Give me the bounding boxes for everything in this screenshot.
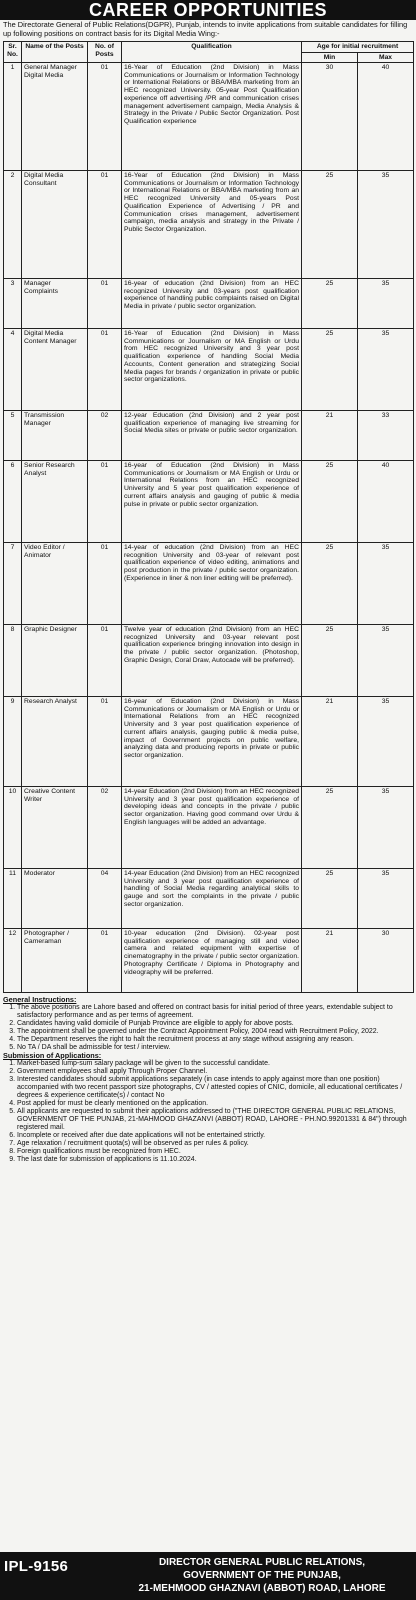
row-qualification: Twelve year of education (2nd Division) from an HEC recognized University and 03-year relevant post qualification experience bringing innovation into design in the private / public sector organization. (Photoshop, Graphic Design, Coral Draw, Autocade will be preferred). — [122, 625, 302, 697]
list-item: 3. Interested candidates should submit applications separately (in case intends to apply against more than one position) accompanied with two recent passport size photographs, CV / attested copies of CNIC, domicile, all educational certificates / degrees & experience certificate(s) / contact No — [17, 1076, 413, 1100]
row-qualification: 16-year of Education (2nd Division) in Mass Communications or Journalism or MA English or Urdu or International Relations from an HEC recognized University and 5 year post qualification experience of current affairs analysis and gauging of public & media pulse in private or public sector organization. — [122, 461, 302, 543]
row-post-count: 01 — [88, 625, 122, 697]
row-age-max: 40 — [358, 63, 414, 171]
row-sr: 6 — [4, 461, 22, 543]
table-row — [4, 869, 414, 929]
row-sr: 5 — [4, 411, 22, 461]
row-post-name: Transmission Manager — [22, 411, 88, 461]
header-qualification: Qualification — [122, 42, 302, 63]
list-item: 1. Market-based lump-sum salary package will be given to the successful candidate. — [17, 1060, 413, 1068]
row-post-count: 01 — [88, 329, 122, 411]
table-header-row — [4, 42, 414, 53]
row-sr: 9 — [4, 697, 22, 787]
table-row — [4, 279, 414, 329]
row-age-min: 25 — [302, 461, 358, 543]
table-row — [4, 461, 414, 543]
row-sr: 1 — [4, 63, 22, 171]
row-age-min: 25 — [302, 279, 358, 329]
row-post-count: 01 — [88, 279, 122, 329]
row-age-max: 33 — [358, 411, 414, 461]
row-sr: 8 — [4, 625, 22, 697]
footer-line-1: DIRECTOR GENERAL PUBLIC RELATIONS, — [158, 1557, 366, 1568]
header-max: Max — [358, 52, 414, 63]
row-age-min: 25 — [302, 787, 358, 869]
row-sr: 7 — [4, 543, 22, 625]
row-age-min: 25 — [302, 171, 358, 279]
list-item: 9. The last date for submission of applications is 11.10.2024. — [17, 1156, 413, 1164]
row-sr: 12 — [4, 929, 22, 993]
submission-list — [3, 1060, 413, 1164]
row-sr: 4 — [4, 329, 22, 411]
row-age-max: 35 — [358, 171, 414, 279]
row-age-max: 35 — [358, 625, 414, 697]
table-row — [4, 787, 414, 869]
list-item: 1. The above positions are Lahore based and offered on contract basis for initial period of three years, extendable subject to satisfactory performance and as per terms of agreement. — [17, 1004, 413, 1020]
row-post-count: 01 — [88, 929, 122, 993]
row-post-name: Senior Research Analyst — [22, 461, 88, 543]
row-post-name: Graphic Designer — [22, 625, 88, 697]
table-row — [4, 929, 414, 993]
row-qualification: 14-year of education (2nd Division) from an HEC recognition University and 03-year of relevant post qualification experience of video editing, animations and post production in the private / public sector organization. (Experience in liner & non liner editing will be preferred). — [122, 543, 302, 625]
ipl-number: IPL-9156 — [4, 1558, 69, 1575]
row-age-max: 40 — [358, 461, 414, 543]
row-age-max: 35 — [358, 543, 414, 625]
row-sr: 10 — [4, 787, 22, 869]
header-name: Name of the Posts — [22, 42, 88, 63]
row-age-max: 35 — [358, 787, 414, 869]
row-age-max: 35 — [358, 329, 414, 411]
row-age-max: 35 — [358, 279, 414, 329]
footer-line-3: 21-MEHMOOD GHAZNAVI (ABBOT) ROAD, LAHORE — [138, 1583, 386, 1594]
table-row — [4, 697, 414, 787]
header-posts: No. of Posts — [88, 42, 122, 63]
row-sr: 2 — [4, 171, 22, 279]
list-item: 2. Candidates having valid domicile of Punjab Province are eligible to apply for above posts. — [17, 1020, 413, 1028]
row-age-min: 30 — [302, 63, 358, 171]
row-post-count: 01 — [88, 697, 122, 787]
row-post-count: 01 — [88, 543, 122, 625]
row-post-name: Creative Content Writer — [22, 787, 88, 869]
row-post-name: Moderator — [22, 869, 88, 929]
list-item: 4. Post applied for must be clearly mentioned on the application. — [17, 1100, 413, 1108]
row-qualification: 14-year Education (2nd Division) from an HEC recognized University and 3 year post qualification experience of developing ideas and concepts in the private / public sector organization. Having good command over Urdu & English languages will be added an advantage. — [122, 787, 302, 869]
row-post-name: Manager Complaints — [22, 279, 88, 329]
table-row — [4, 625, 414, 697]
row-post-count: 02 — [88, 411, 122, 461]
list-item: 7. Age relaxation / recruitment quota(s) will be observed as per rules & policy. — [17, 1140, 413, 1148]
header-min: Min — [302, 52, 358, 63]
row-post-name: Photographer / Cameraman — [22, 929, 88, 993]
footer-bar — [0, 1552, 416, 1600]
row-age-min: 25 — [302, 869, 358, 929]
row-qualification: 10-year education (2nd Division). 02-year post qualification experience of managing still and video camera and related equipment with expertise of cinematography in the private / public sector organization. Photography Certificate / Diploma in Photography and videography will be preferred. — [122, 929, 302, 993]
table-row — [4, 411, 414, 461]
row-post-name: Digital Media Content Manager — [22, 329, 88, 411]
row-age-min: 25 — [302, 329, 358, 411]
row-age-min: 21 — [302, 929, 358, 993]
row-post-name: General Manager Digital Media — [22, 63, 88, 171]
row-post-name: Research Analyst — [22, 697, 88, 787]
row-post-count: 04 — [88, 869, 122, 929]
list-item: 2. Government employees shall apply Through Proper Channel. — [17, 1068, 413, 1076]
row-post-count: 02 — [88, 787, 122, 869]
header-sr: Sr. No. — [4, 42, 22, 63]
row-qualification: 16-year of education (2nd Division) from an HEC recognized University and 03-years post qualification experience of handling public complaints raised on Digital Media in private / public sector organization. — [122, 279, 302, 329]
general-instructions-list — [3, 1004, 413, 1052]
header-age: Age for initial recruitment — [302, 42, 414, 53]
row-qualification: 16-Year of Education (2nd Division) in Mass Communications or Journalism or Information Technology or International Relations or BBA/MBA marketing from an HEC recognized University and 05-years Post Qualification Experience of Advertising / PR and Communication crises management, advertisement campaign, media analysis and strategy in the Private / Public Sector Organization. — [122, 171, 302, 279]
general-instructions — [3, 996, 413, 1164]
list-item: 6. Incomplete or received after due date applications will not be entertained strictly. — [17, 1132, 413, 1140]
table-body — [4, 63, 414, 993]
row-sr: 3 — [4, 279, 22, 329]
jobs-table — [3, 41, 414, 993]
row-age-min: 25 — [302, 543, 358, 625]
row-age-min: 21 — [302, 697, 358, 787]
list-item: 5. All applicants are requested to submit their applications addressed to ("THE DIRECTOR GENERAL PUBLIC RELATIONS, GOVERNMENT OF THE PUNJAB, 21-MAHMOOD GHAZANVI (ABBOT) ROAD, LAHORE - PH.NO.99201331 & 84") through registered mail. — [17, 1108, 413, 1132]
row-post-count: 01 — [88, 63, 122, 171]
intro-text: The Directorate General of Public Relations(DGPR), Punjab, intends to invite applications from suitable candidates for filling up following positions on contract basis for its Digital Media Wing:- — [3, 20, 408, 38]
row-sr: 11 — [4, 869, 22, 929]
table-row — [4, 329, 414, 411]
general-instructions-heading: General Instructions: — [3, 995, 77, 1004]
row-qualification: 16-Year of Education (2nd Division) in Mass Communications or Journalism or MA English or Urdu from HEC recognized University and 3 year post qualification experience of handling Social Media Accounts, Content generation and strategizing Social Media pages for brands / organization in private or public sector organizations. — [122, 329, 302, 411]
footer-line-2: GOVERNMENT OF THE PUNJAB, — [183, 1570, 341, 1581]
row-qualification: 12-year Education (2nd Division) and 2 year post qualification experience of managing live streaming for Social Media sites or private or public sector organization. — [122, 411, 302, 461]
list-item: 3. The appointment shall be governed under the Contract Appointment Policy, 2004 read with Recruitment Policy, 2022. — [17, 1028, 413, 1036]
row-post-count: 01 — [88, 461, 122, 543]
page-title: CAREER OPPORTUNITIES — [0, 0, 416, 20]
footer-address — [112, 1556, 412, 1595]
list-item: 4. The Department reserves the right to halt the recruitment process at any stage without assigning any reason. — [17, 1036, 413, 1044]
table-row — [4, 63, 414, 171]
row-qualification: 16-year of Education (2nd Division) in Mass Communications or Journalism or MA English or Urdu or International Relations from an HEC recognized University and 3 year post qualification experience of current affairs analysis, gauging public & media pulse, impact of Government projects on public welfare, analyzing data and producing reports in private or public sector organization. — [122, 697, 302, 787]
row-post-name: Video Editor / Animator — [22, 543, 88, 625]
row-post-name: Digital Media Consultant — [22, 171, 88, 279]
table-row — [4, 171, 414, 279]
row-age-max: 35 — [358, 697, 414, 787]
row-age-min: 25 — [302, 625, 358, 697]
row-qualification: 16-Year of Education (2nd Division) in Mass Communications or Journalism or Information Technology or International Relations or BBA/MBA marketing from an HEC recognized University. 05-year Post Qualification experience off advertising /PR and communication crises management advertisement campaign, Media Analysis & Strategy in the Private / Public Sector Organization. Post Qualification experience — [122, 63, 302, 171]
row-age-max: 30 — [358, 929, 414, 993]
row-qualification: 14-year Education (2nd Division) from an HEC recognized University and 3 year post qualification experience of handling of Social Media regarding analytical skills to gauge and sort the complaints in the private / public sector organization. — [122, 869, 302, 929]
list-item: 5. No TA / DA shall be admissible for test / interview. — [17, 1044, 413, 1052]
list-item: 8. Foreign qualifications must be recognized from HEC. — [17, 1148, 413, 1156]
row-age-min: 21 — [302, 411, 358, 461]
row-post-count: 01 — [88, 171, 122, 279]
row-age-max: 35 — [358, 869, 414, 929]
submission-heading: Submission of Applications: — [3, 1051, 102, 1060]
table-row — [4, 543, 414, 625]
